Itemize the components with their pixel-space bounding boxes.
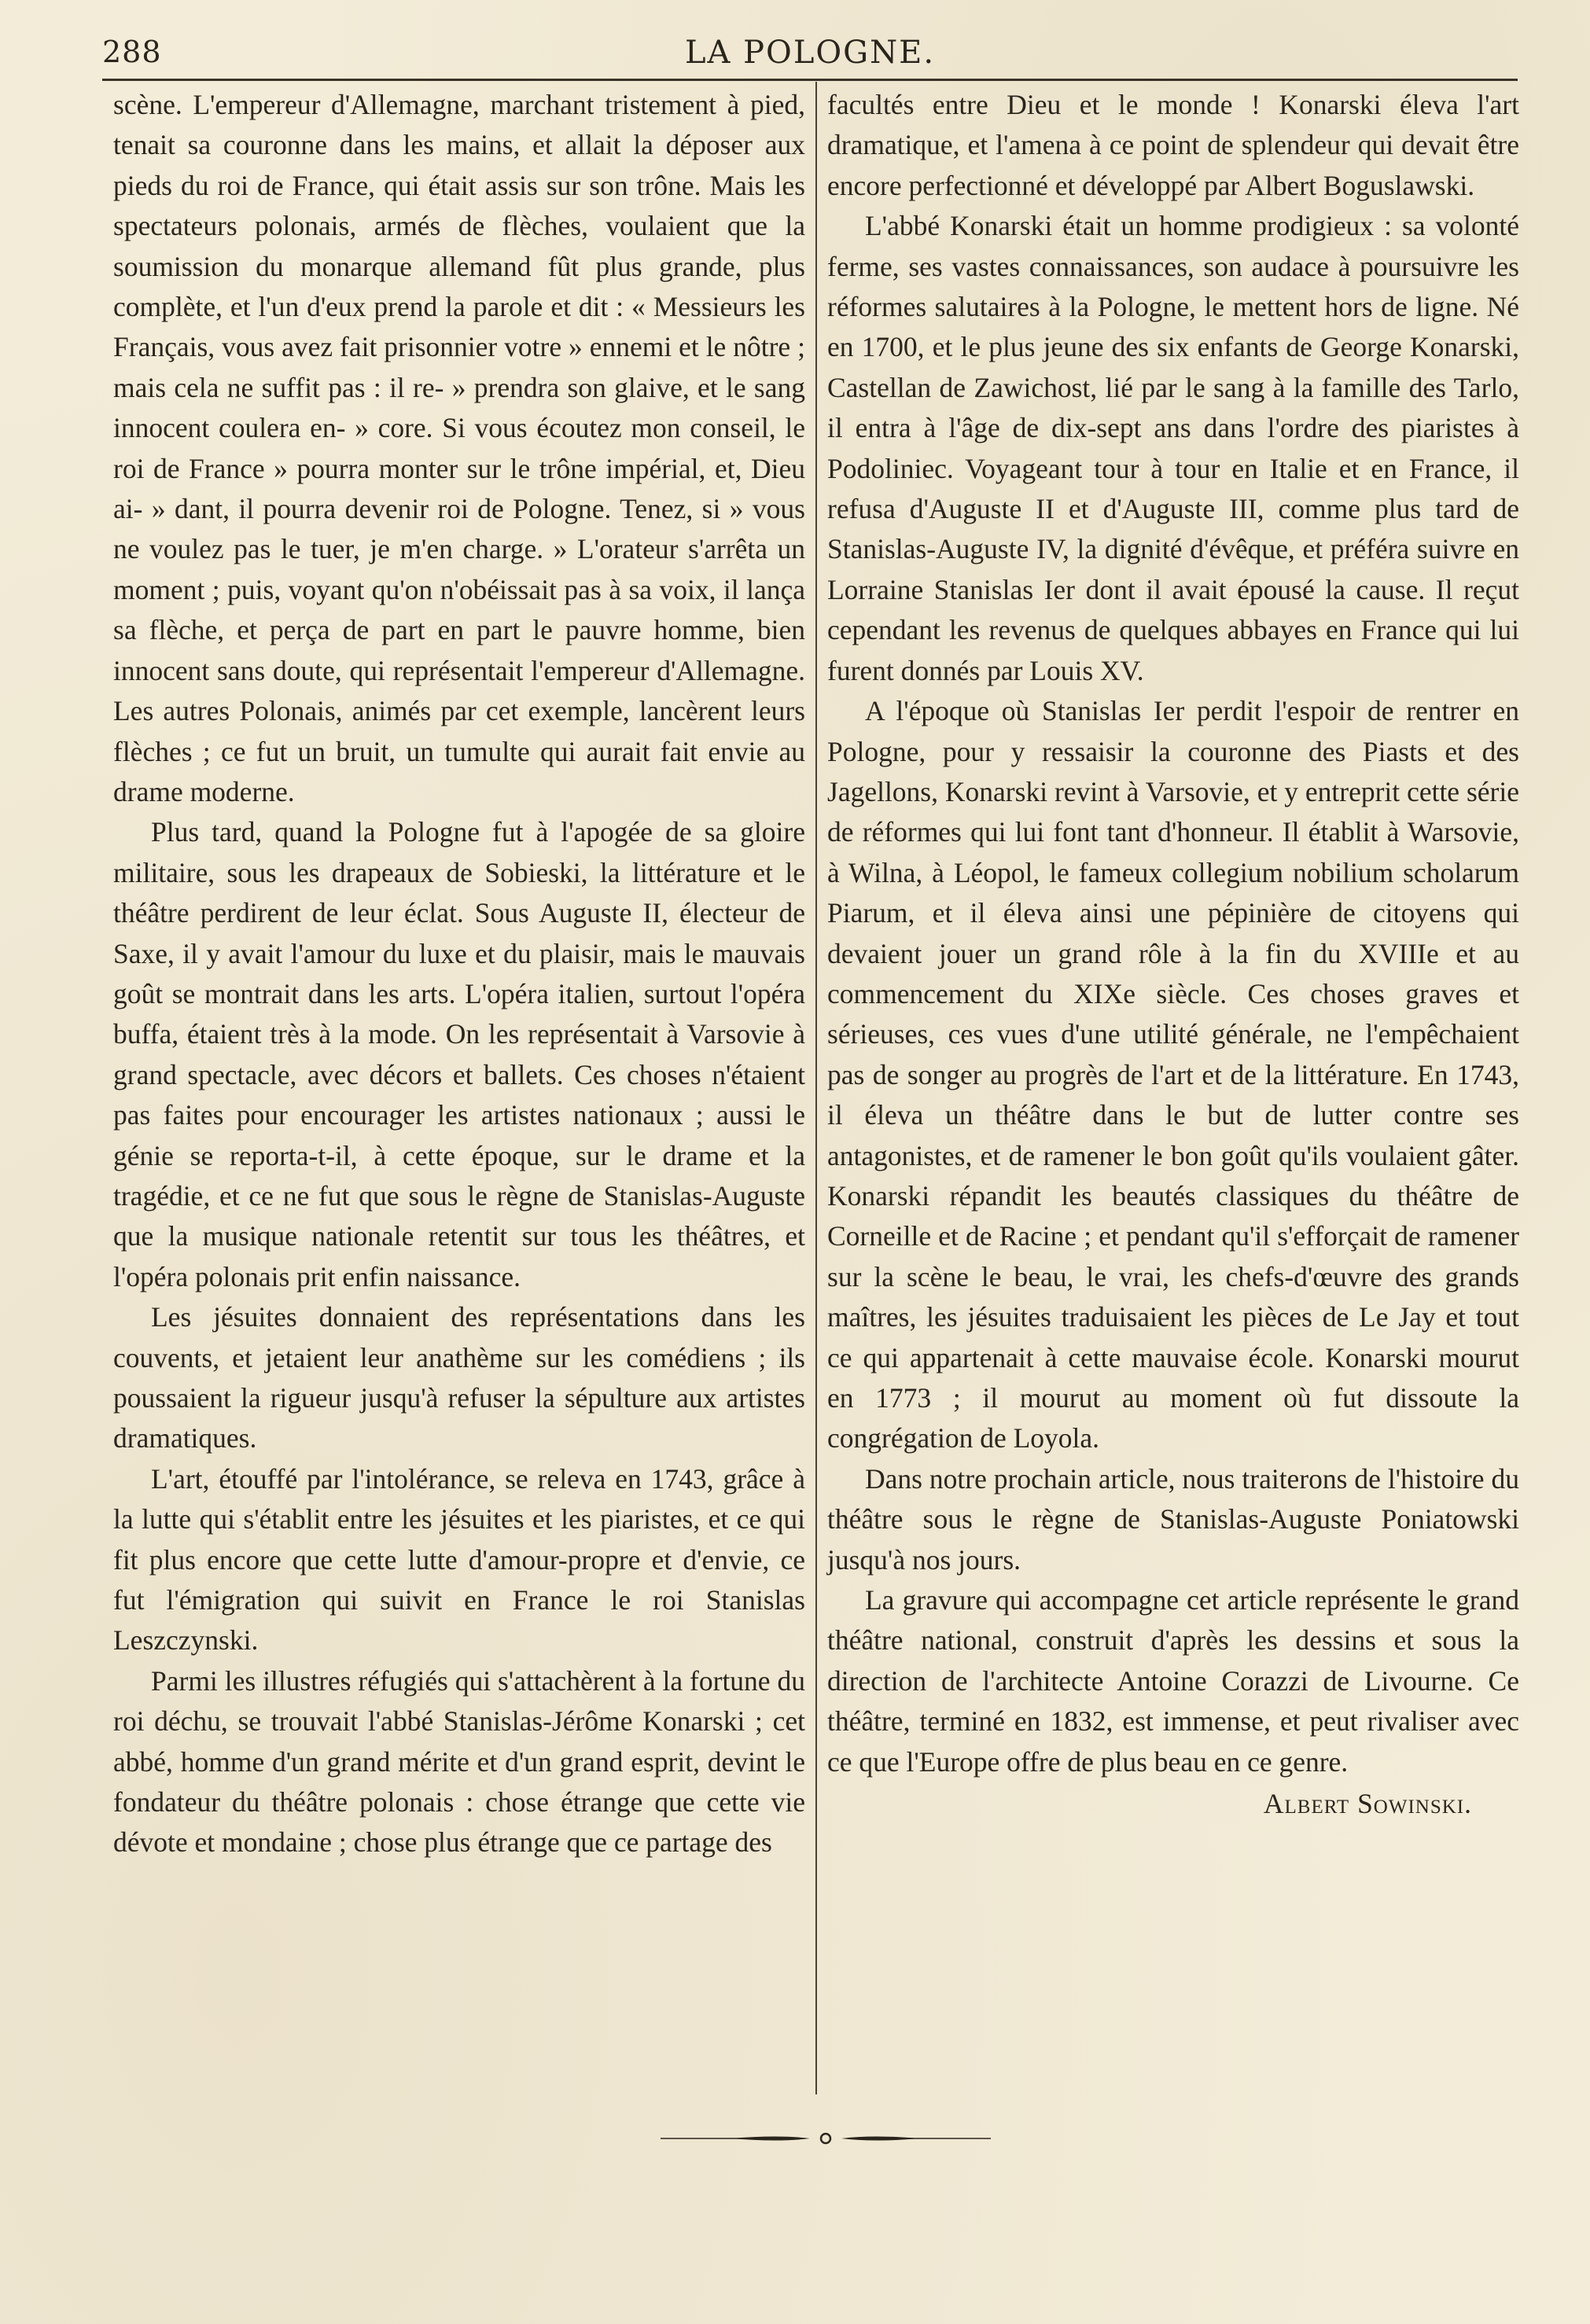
paragraph: Les jésuites donnaient des représentations dans les couvents, et jetaient leur anathème sur les comédiens ; ils poussaient la rigueur jusqu'à refuser la sépulture aux artistes dramatiques. bbox=[113, 1301, 805, 1454]
right-column bbox=[827, 85, 1519, 1824]
paragraph: facultés entre Dieu et le monde ! Konarski éleva l'art dramatique, et l'amena à ce point de splendeur qui devait être encore perfectionné et développé par Albert Boguslawski. bbox=[827, 89, 1519, 201]
paragraph: L'art, étouffé par l'intolérance, se releva en 1743, grâce à la lutte qui s'établit entre les jésuites et les piaristes, et ce qui fit plus encore que cette lutte d'amour-propre et d'envie, ce fut l'émigration qui suivit en France le roi Stanislas Leszczynski. bbox=[113, 1462, 805, 1657]
left-column bbox=[113, 85, 805, 1863]
paragraph: Plus tard, quand la Pologne fut à l'apogée de sa gloire militaire, sous les drapeaux de Sobieski, la littérature et le théâtre perdirent de leur éclat. Sous Auguste II, électeur de Saxe, il y avait l'amour du luxe et du plaisir, mais le mauvais goût se montrait dans les arts. L'opéra italien, surtout l'opéra buffa, étaient très à la mode. On les représentait à Varsovie à grand spectacle, avec décors et ballets. Ces choses n'étaient pas faites pour encourager les artistes nationaux ; aussi le génie se reporta-t-il, à cette époque, sur le drame et la tragédie, et ce ne fut que sous le règne de Stanislas-Auguste que la musique nationale retentit sur tous les théâtres, et l'opéra polonais prit enfin naissance. bbox=[113, 816, 805, 1293]
paragraph: L'abbé Konarski était un homme prodigieux : sa volonté ferme, ses vastes connaissances, son audace à poursuivre les réformes salutaires à la Pologne, le mettent hors de ligne. Né en 1700, et le plus jeune des six enfants de George Konarski, Castellan de Zawichost, lié par le sang à la famille des Tarlo, il entra à l'âge de dix-sept ans dans l'ordre des piaristes à Podoliniec. Voyageant tour à tour en Italie et en France, il refusa d'Auguste II et d'Auguste III, comme plus tard de Stanislas-Auguste IV, la dignité d'évêque, et préféra suivre en Lorraine Stanislas Ier dont il avait épousé la cause. Il reçut cependant les revenus de quelques abbayes en France qui lui furent donnés par Louis XV. bbox=[827, 210, 1519, 686]
ornament-rule-icon bbox=[661, 2131, 991, 2146]
paragraph: Parmi les illustres réfugiés qui s'attachèrent à la fortune du roi déchu, se trouvait l'abbé Stanislas-Jérôme Konarski ; cet abbé, homme d'un grand mérite et d'un grand esprit, devint le fondateur du théâtre polonais : chose étrange que cette vie dévote et mondaine ; chose plus étrange que ce partage des bbox=[113, 1664, 805, 1859]
paragraph: La gravure qui accompagne cet article représente le grand théâtre national, construit d'après les dessins et sous la direction de l'architecte Antoine Corazzi de Livourne. Ce théâtre, terminé en 1832, est immense, et peut rivaliser avec ce que l'Europe offre de plus beau en ce genre. bbox=[827, 1584, 1519, 1778]
paragraph: Dans notre prochain article, nous traiterons de l'histoire du théâtre sous le règne de Stanislas-Auguste Poniatowski jusqu'à nos jours. bbox=[827, 1462, 1519, 1576]
header-rule bbox=[102, 79, 1518, 81]
author-signature: Albert Sowinski. bbox=[1263, 1788, 1472, 1820]
running-head bbox=[102, 35, 1518, 82]
running-title: LA POLOGNE. bbox=[684, 35, 936, 71]
end-ornament bbox=[661, 2131, 991, 2146]
column-divider bbox=[815, 82, 817, 2094]
paragraph: A l'époque où Stanislas Ier perdit l'espoir de rentrer en Pologne, pour y ressaisir la couronne des Piasts et des Jagellons, Konarski revint à Varsovie, et y entreprit cette série de réformes qui lui font tant d'honneur. Il établit à Warsovie, à Wilna, à Léopol, le fameux collegium nobilium scholarum Piarum, et il éleva ainsi une pépinière de citoyens qui devaient jouer un grand rôle à la fin du XVIIIe et au commencement du XIXe siècle. Ces choses graves et sérieuses, ces vues d'une utilité générale, ne l'empêchaient pas de songer au progrès de l'art et de la littérature. En 1743, il éleva un théâtre dans le but de lutter contre ses antagonistes, et de ramener le bon goût qu'ils voulaient gâter. Konarski répandit les beautés classiques du théâtre de Corneille et de Racine ; et pendant qu'il s'efforçait de ramener sur la scène le beau, le vrai, les chefs-d'œuvre des grands maîtres, les jésuites traduisaient les pièces de Le Jay et tout ce qui appartenait à cette mauvaise école. Konarski mourut en 1773 ; il mourut au moment où fut dissoute la congrégation de Loyola. bbox=[827, 695, 1519, 1454]
page-number: 288 bbox=[102, 35, 162, 69]
paragraph: scène. L'empereur d'Allemagne, marchant tristement à pied, tenait sa couronne dans les mains, et allait la déposer aux pieds du roi de France, qui était assis sur son trône. Mais les spectateurs polonais, armés de flèches, voulaient que la soumission du monarque allemand fût plus grande, plus complète, et l'un d'eux prend la parole et dit : « Messieurs les Français, vous avez fait prisonnier votre » ennemi et le nôtre ; mais cela ne suffit pas : il re- » prendra son glaive, et le sang innocent coulera en- » core. Si vous écoutez mon conseil, le roi de France » pourra monter sur le trône impérial, et, Dieu ai- » dant, il pourra devenir roi de Pologne. Tenez, si » vous ne voulez pas le tuer, je m'en charge. » L'orateur s'arrêta un moment ; puis, voyant qu'on n'obéissait pas à sa voix, il lança sa flèche, et perça de part en part le pauvre homme, bien innocent sans doute, qui représentait l'empereur d'Allemagne. Les autres Polonais, animés par cet exemple, lancèrent leurs flèches ; ce fut un bruit, un tumulte qui aurait fait envie au drame moderne. bbox=[113, 89, 805, 807]
